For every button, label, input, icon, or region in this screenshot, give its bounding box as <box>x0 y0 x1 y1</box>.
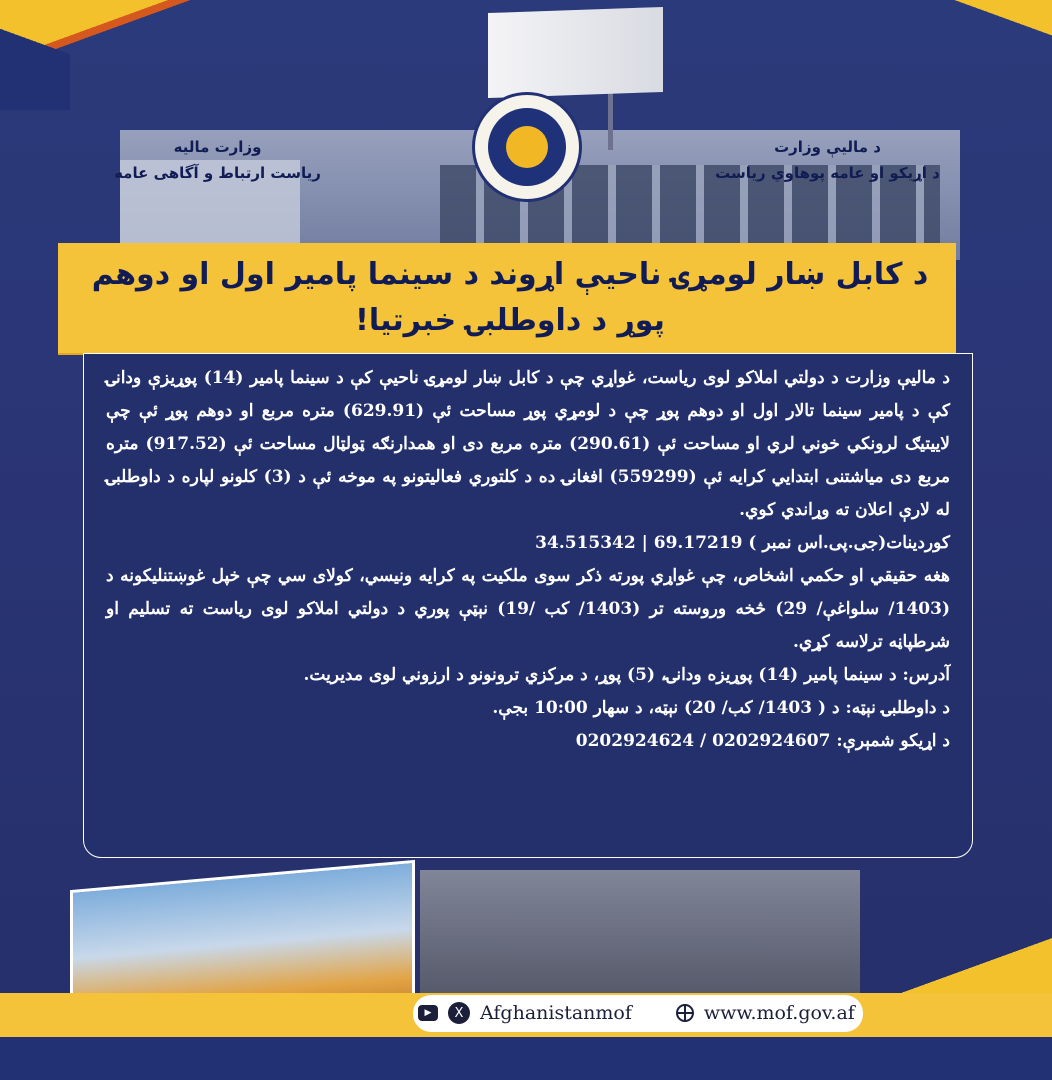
decorative-stripe-top-right <box>892 0 1052 60</box>
header-right-line1: د مالیې وزارت <box>774 138 881 156</box>
logo-ring <box>488 108 566 186</box>
coordinates-value: 69.17219 | 34.515342 <box>535 533 743 553</box>
coordinates-label: کوردینات(جی.پی.اس نمبر ) <box>748 533 950 553</box>
page-title: د کابل ښار لومړۍ ناحیې اړوند د سینما پامیر اول او دوهم پوړ د داوطلبۍ خبرتیا! <box>91 257 929 338</box>
announcement-panel <box>83 353 973 858</box>
emblem-icon <box>506 126 548 168</box>
header-left-line1: وزارت مالیه <box>173 138 262 156</box>
building-photo-bottom <box>420 870 860 995</box>
phone-line: د اړیکو شمېرې: 0202924607 / 0202924624 <box>575 731 950 751</box>
contact-row <box>418 997 858 1029</box>
ministry-logo <box>472 92 582 202</box>
bid-date-line: د داوطلبۍ نېټه: د ( 1403/ کب/ 20) نېټه، د سهار 10:00 بجې. <box>492 698 950 718</box>
announcement-paragraph-1: د مالیې وزارت د دولتي املاکو لوی ریاست، غواړي چې د کابل ښار لومړۍ ناحیې کې د سینما پامیر (14) پوړیزې ودانۍ کې د پامیر سینما تالار اول او دوهم پوړ چې د لومړي پوړ مساحت ئې (629.91) متره مربع او دوهم پوړ ئې چې لاییتیګ لرونکي خوني لري او مساحت ئې (290.61) متره مربع دی او همدارنګه ټولټال مساحت ئې (917.52) متره مربع دی میاشتنی ابتدایي کرایه ئې (559299) افغانۍ ده د کلتوري فعالیتونو په موخه ئې د (3) کلونو لپاره د داوطلبۍ له لارې اعلان ته وړاندي کوي. <box>106 368 951 520</box>
social-handle-link[interactable]: Afghanistanmof <box>480 1002 632 1024</box>
youtube-icon[interactable]: ▶ <box>418 1005 438 1021</box>
header-left <box>105 134 330 186</box>
footer-dark-band <box>0 1037 1052 1080</box>
header-right-line2: د اړیکو او عامه پوهاوي ریاست <box>715 164 940 182</box>
address-line: آدرس: د سینما پامیر (14) پوړیزه ودانۍ، (5) پوړ، د مرکزي ترونونو د ارزوني لوی مدیریت. <box>303 665 950 685</box>
flag-image <box>488 7 663 98</box>
decorative-shape-top-left <box>0 0 70 110</box>
header-right <box>705 134 950 186</box>
coordinates-line <box>106 527 950 560</box>
globe-icon <box>676 1004 694 1022</box>
x-icon[interactable]: X <box>448 1002 470 1024</box>
announcement-body <box>106 362 950 758</box>
header-left-line2: ریاست ارتباط و آگاهی عامه <box>114 164 321 182</box>
announcement-paragraph-2: هغه حقیقي او حکمي اشخاص، چې غواړي پورته ذکر سوی ملکیت په کرایه ونیسي، کولای سي چې خپل غوښتنلیکونه د (1403/ سلواغې/ 29) څخه وروسته تر (1403/ کب /19) نېټې پوري د دولتي املاکو لوی ریاست ته تسلیم او شرطپاڼه ترلاسه کړي. <box>106 566 951 652</box>
website-link[interactable]: www.mof.gov.af <box>703 1002 855 1024</box>
